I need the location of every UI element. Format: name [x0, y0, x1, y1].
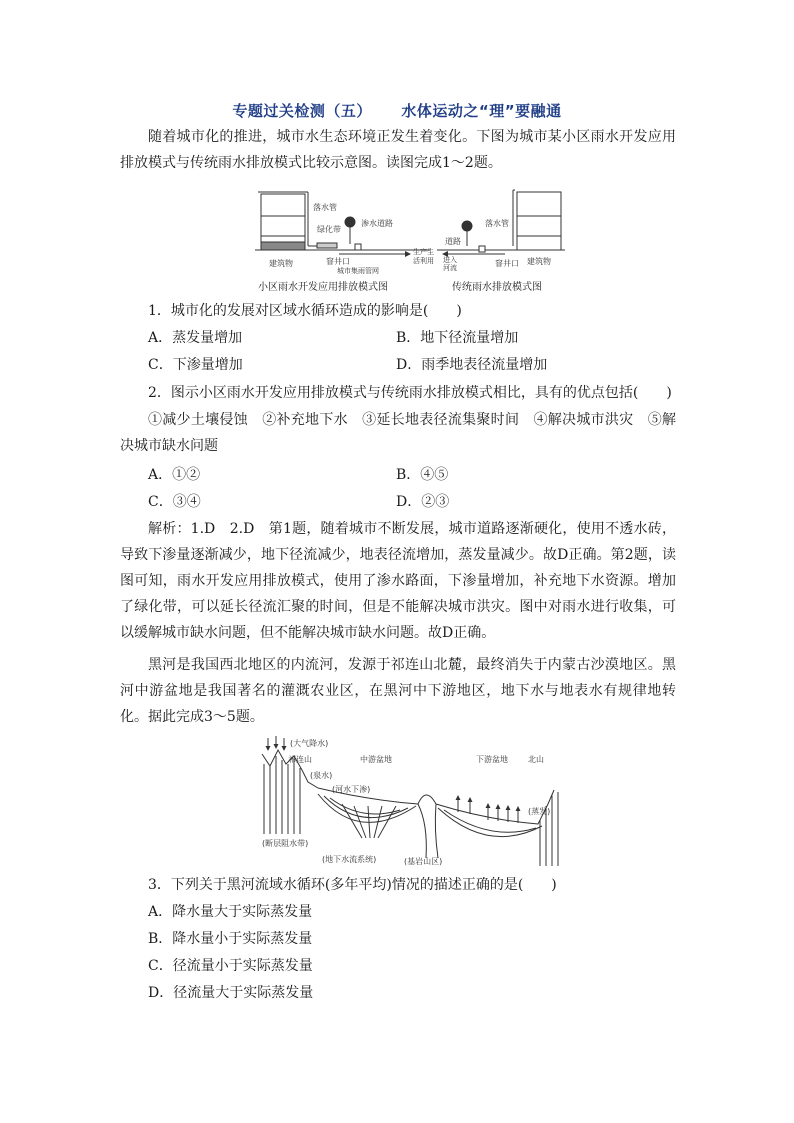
- fig2-label-rain: (大气降水): [290, 739, 329, 748]
- title-part1: 专题过关检测（五）: [232, 102, 372, 120]
- q1-option-b: B．地下径流量增加: [396, 330, 519, 346]
- fig2-label-north: 北山: [528, 755, 544, 764]
- fig2-label-fault: (断层阻水带): [262, 839, 309, 848]
- fig2-label-qilian: 祁连山: [288, 755, 312, 764]
- fig1-r-label-river1: 进入: [443, 256, 457, 264]
- question-2-stem: 2．图示小区雨水开发应用排放模式与传统雨水排放模式相比，具有的优点包括( ): [148, 385, 672, 401]
- fig2-label-lower: 下游盆地: [476, 755, 508, 764]
- fig1-label-green: 绿化带: [317, 225, 341, 234]
- figure-rainwater-modes: [255, 186, 565, 276]
- fig2-label-spring: (泉水): [310, 771, 333, 780]
- q1-option-c: C．下渗量增加: [148, 357, 243, 373]
- fig1-r-label-manhole: 窨井口: [495, 259, 519, 268]
- page-title: [0, 100, 794, 121]
- fig2-label-system: (地下水流系统): [322, 855, 377, 864]
- fig2-label-evap: (蒸发): [528, 807, 551, 816]
- q2-option-d: D．②③: [396, 494, 450, 510]
- figure-heihe-groundwater: [258, 734, 568, 870]
- intro-paragraph-1: 随着城市化的推进，城市水生态环境正发生着变化。下图为城市某小区雨水开发应用排放模式与传统雨水排放模式比较示意图。读图完成1～2题。: [120, 129, 676, 171]
- q1-option-d: D．雨季地表径流量增加: [396, 357, 548, 373]
- fig2-label-mid: 中游盆地: [360, 755, 392, 764]
- fig1-label-pipe: 落水管: [313, 203, 337, 212]
- fig1-r-label-river2: 河流: [443, 264, 457, 272]
- q3-option-b: B．降水量小于实际蒸发量: [148, 931, 313, 947]
- figure-1-caption-left: 小区雨水开发应用排放模式图: [258, 282, 388, 293]
- figure-1-caption-right: 传统雨水排放模式图: [452, 282, 542, 293]
- analysis-paragraph: 解析：1.D 2.D 第1题，随着城市不断发展，城市道路逐渐硬化，使用不透水砖，导致下渗量逐渐减少，地下径流减少，地表径流增加，蒸发量减少。故D正确。第2题，读图可知，雨水开发应用排放模式，使用了渗水路面，下渗量增加，补充地下水资源。增加了绿化带，可以延长径流汇聚的时间，但是不能解决城市洪灾。图中对雨水进行收集，可以缓解城市缺水问题，但不能解决城市缺水问题。故D正确。: [120, 521, 676, 641]
- fig1-label-building: 建筑物: [269, 259, 293, 268]
- fig1-r-label-road: 道路: [445, 237, 461, 246]
- fig1-label-use2: 活利用: [413, 257, 434, 265]
- intro-paragraph-2: 黑河是我国西北地区的内流河，发源于祁连山北麓，最终消失于内蒙古沙漠地区。黑河中游盆地是我国著名的灌溉农业区，在黑河中下游地区，地下水与地表水有规律地转化。据此完成3～5题。: [120, 657, 676, 725]
- fig2-label-bedrock: (基岩山区): [404, 857, 443, 866]
- title-part2: 水体运动之“理”要融通: [401, 102, 562, 120]
- fig1-label-network: 城市集雨管网: [337, 267, 379, 275]
- q2-option-b: B．④⑤: [396, 467, 449, 483]
- question-3-stem: 3．下列关于黑河流域水循环(多年平均)情况的描述正确的是( ): [148, 877, 557, 893]
- question-2-items: ①减少土壤侵蚀 ②补充地下水 ③延长地表径流集聚时间 ④解决城市洪灾 ⑤解决城市缺水问题: [120, 412, 676, 454]
- q3-option-c: C．径流量小于实际蒸发量: [148, 958, 313, 974]
- left-diagram: [255, 192, 430, 254]
- fig1-r-label-building: 建筑物: [527, 257, 551, 266]
- fig1-label-road: 渗水道路: [361, 219, 393, 228]
- fig1-label-use1: 生产生: [413, 248, 434, 256]
- fig1-label-manhole: 窨井口: [326, 257, 350, 266]
- question-1-stem: 1．城市化的发展对区域水循环造成的影响是( ): [148, 303, 462, 319]
- q2-option-a: A．①②: [148, 467, 201, 483]
- q3-option-d: D．径流量大于实际蒸发量: [148, 985, 314, 1001]
- q3-option-a: A．降水量大于实际蒸发量: [148, 904, 313, 920]
- q2-option-c: C．③④: [148, 494, 201, 510]
- q1-option-a: A．蒸发量增加: [148, 330, 243, 346]
- fig2-label-seep: (河水下渗): [332, 785, 371, 794]
- fig1-r-label-pipe: 落水管: [485, 219, 509, 228]
